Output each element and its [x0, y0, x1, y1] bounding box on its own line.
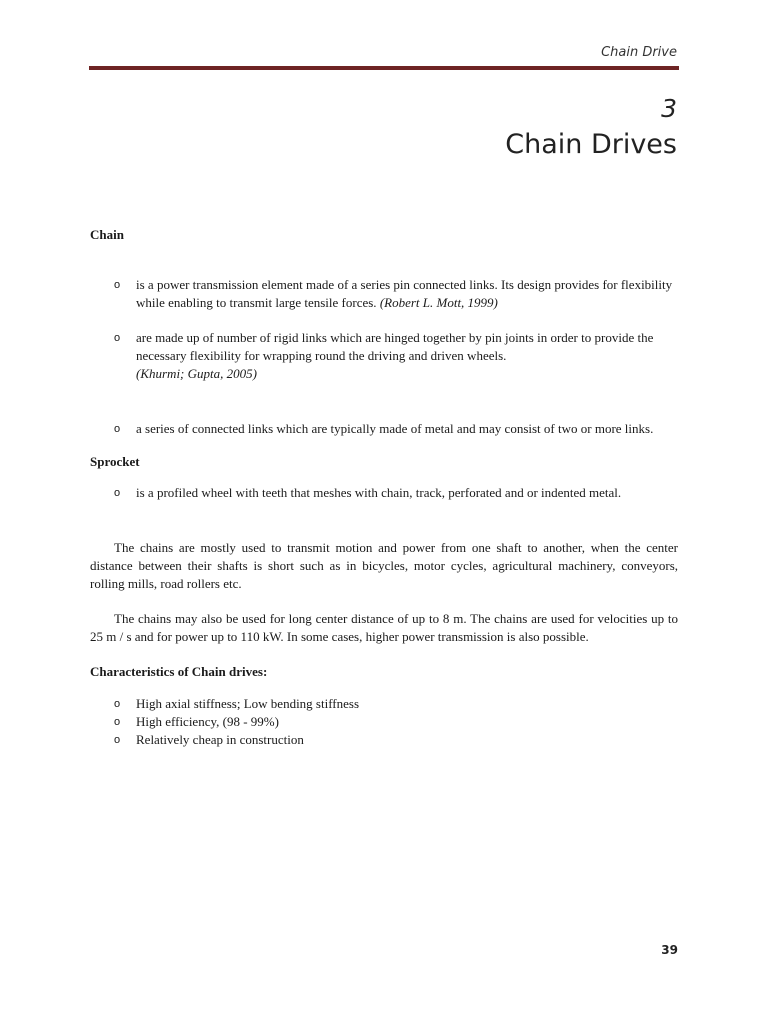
- citation: (Robert L. Mott, 1999): [379, 295, 498, 310]
- list-item-text: a series of connected links which are typically made of metal and may consist of two or more links.: [136, 421, 654, 436]
- list-item-text: is a profiled wheel with teeth that meshes with chain, track, perforated and or indented metal.: [136, 485, 622, 500]
- list-item: [90, 329, 678, 383]
- list-item-text: is a power transmission element made of a series pin connected links. Its design provides for flexibility while enabling to transmit large tensile forces.: [136, 277, 673, 310]
- list-item: [90, 695, 678, 713]
- section-heading-chain: Chain: [90, 227, 124, 242]
- list-item: [90, 276, 678, 312]
- body-paragraph: The chains may also be used for long center distance of up to 8 m. The chains are used for velocities up to 25 m / s and for power up to 110 kW. In some cases, higher power transmission is also possible.: [90, 611, 678, 644]
- bullet-marker: o: [114, 734, 121, 746]
- list-item-text: High axial stiffness; Low bending stiffness: [136, 696, 360, 711]
- chapter-title: Chain Drives: [505, 129, 677, 160]
- section-heading-characteristics: Characteristics of Chain drives:: [90, 664, 268, 679]
- chapter-number: 3: [661, 94, 677, 123]
- body-paragraph: The chains are mostly used to transmit motion and power from one shaft to another, when the center distance between their shafts is short such as in bicycles, motor cycles, agricultural machinery, conveyors, rolling mills, road rollers etc.: [90, 540, 678, 591]
- list-item-text: High efficiency, (98 - 99%): [136, 714, 279, 729]
- chain-definition-list: [90, 276, 678, 438]
- bullet-marker: o: [114, 698, 121, 710]
- list-item: [90, 484, 678, 502]
- page-body: [90, 226, 678, 749]
- list-item: [90, 420, 678, 438]
- sprocket-definition-list: [90, 484, 678, 502]
- header-rule: [89, 66, 679, 70]
- running-header-title: Chain Drive: [601, 45, 677, 60]
- list-item-text: Relatively cheap in construction: [136, 732, 304, 747]
- section-heading-sprocket: Sprocket: [90, 454, 140, 469]
- citation: (Khurmi; Gupta, 2005): [136, 366, 257, 381]
- bullet-marker: o: [114, 279, 121, 291]
- characteristics-list: [90, 695, 678, 749]
- list-item: [90, 713, 678, 731]
- bullet-marker: o: [114, 716, 121, 728]
- bullet-marker: o: [114, 332, 121, 344]
- bullet-marker: o: [114, 487, 121, 499]
- list-item: [90, 731, 678, 749]
- page-number: 39: [661, 943, 678, 957]
- bullet-marker: o: [114, 423, 121, 435]
- list-item-text: are made up of number of rigid links which are hinged together by pin joints in order to provide the necessary flexibility for wrapping round the driving and driven wheels.: [136, 330, 654, 363]
